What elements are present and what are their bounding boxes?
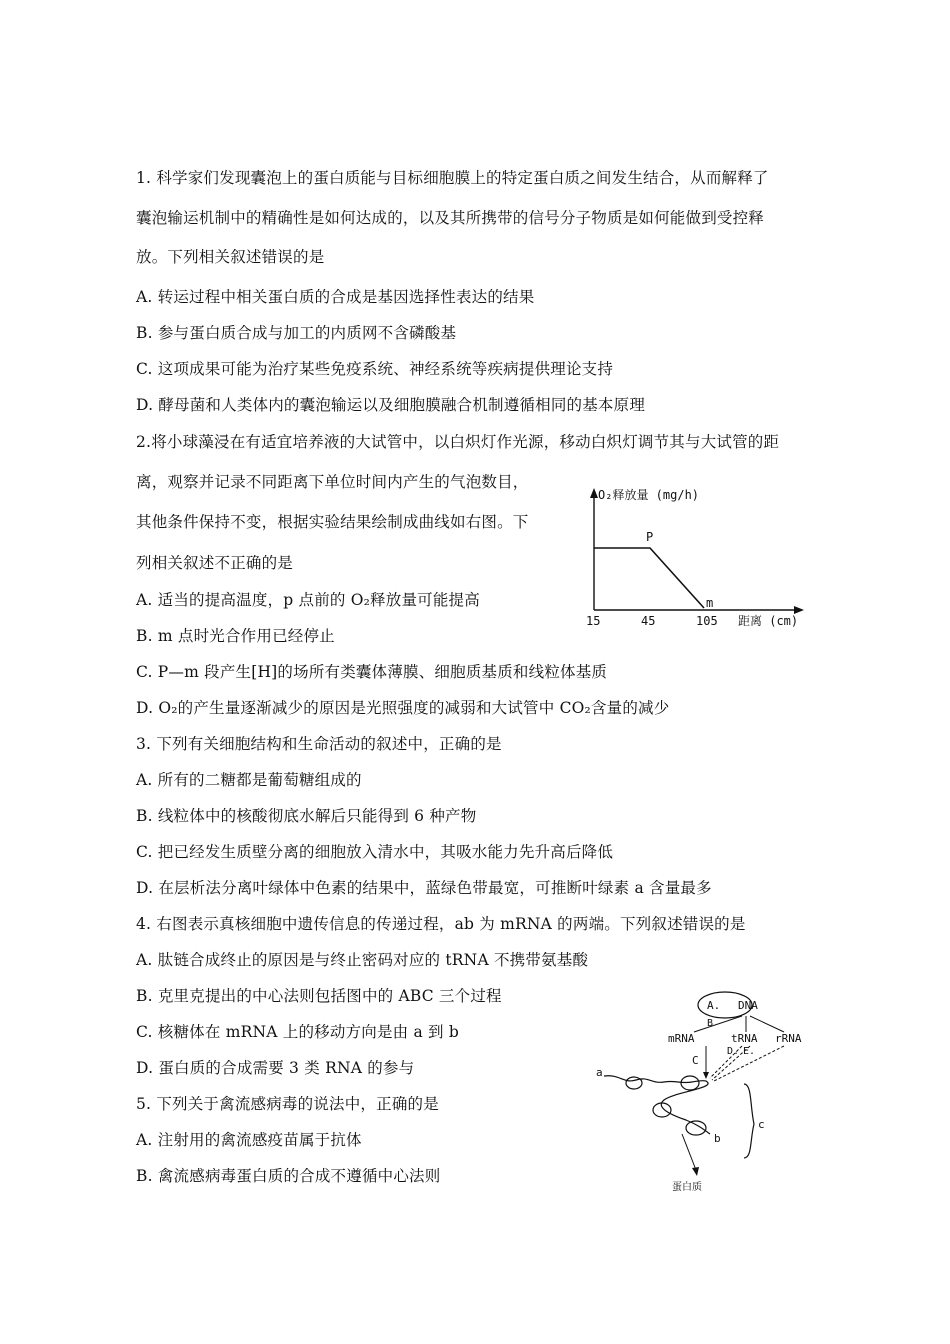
ribosome-3: [653, 1103, 671, 1117]
label-mrna: mRNA: [668, 1032, 695, 1045]
ribosome-1: [626, 1077, 642, 1089]
label-dna: DNA: [738, 999, 758, 1012]
q4-option-b: B. 克里克提出的中心法则包括图中的 ABC 三个过程: [136, 987, 502, 1005]
label-c: C: [692, 1054, 699, 1067]
q2-option-c: C. P—m 段产生[H]的场所有类囊体薄膜、细胞质基质和线粒体基质: [136, 663, 608, 681]
q5-option-a: A. 注射用的禽流感疫苗属于抗体: [136, 1131, 362, 1149]
q3-option-b: B. 线粒体中的核酸彻底水解后只能得到 6 种产物: [136, 807, 477, 825]
q3-stem: 3. 下列有关细胞结构和生命活动的叙述中，正确的是: [136, 735, 502, 753]
arrow-head-c: [703, 1072, 709, 1079]
x-tick-45: 45: [641, 614, 656, 628]
q2-option-a: A. 适当的提高温度，p 点前的 O₂释放量可能提高: [136, 591, 480, 609]
label-protein: 蛋白质: [672, 1182, 702, 1193]
q1-option-c: C. 这项成果可能为治疗某些免疫系统、神经系统等疾病提供理论支持: [136, 360, 614, 378]
x-axis-label: 距离 (cm): [738, 614, 799, 628]
arrow-to-protein: [682, 1134, 696, 1170]
x-tick-15: 15: [586, 614, 601, 628]
q2-stem-line-4: 列相关叙述不正确的是: [136, 554, 294, 572]
ribosome-4: [686, 1121, 706, 1135]
q4-option-c: C. 核糖体在 mRNA 上的移动方向是由 a 到 b: [136, 1023, 459, 1041]
x-tick-105: 105: [696, 614, 718, 628]
label-b: B: [707, 1018, 714, 1029]
q4-stem: 4. 右图表示真核细胞中遗传信息的传递过程，ab 为 mRNA 的两端。下列叙述错误的是: [136, 915, 746, 933]
q1-stem-line-3: 放。下列相关叙述错误的是: [136, 248, 325, 266]
x-axis-arrow: [794, 606, 804, 614]
mrna-strand: [604, 1076, 710, 1134]
bracket-c: [744, 1084, 754, 1158]
arrow-to-mrna: [694, 1016, 742, 1032]
oxygen-release-graph: [578, 486, 818, 636]
q2-option-d: D. O₂的产生量逐渐减少的原因是光照强度的减弱和大试管中 CO₂含量的减少: [136, 699, 670, 717]
gene-expression-diagram: [590, 988, 820, 1198]
label-rrna: rRNA: [775, 1032, 802, 1045]
q2-stem-line-3: 其他条件保持不变，根据实验结果绘制成曲线如右图。下: [136, 513, 529, 531]
q1-option-a: A. 转运过程中相关蛋白质的合成是基因选择性表达的结果: [136, 288, 535, 306]
q1-option-b: B. 参与蛋白质合成与加工的内质网不含磷酸基: [136, 324, 457, 342]
q4-option-a: A. 肽链合成终止的原因是与终止密码对应的 tRNA 不携带氨基酸: [136, 951, 589, 969]
q5-stem: 5. 下列关于禽流感病毒的说法中，正确的是: [136, 1095, 439, 1113]
arrow-to-rrna: [750, 1016, 784, 1032]
label-e: E.: [743, 1046, 756, 1057]
q5-option-b: B. 禽流感病毒蛋白质的合成不遵循中心法则: [136, 1167, 441, 1185]
curve: [594, 548, 704, 608]
label-a-end: a: [596, 1066, 603, 1079]
q1-option-d: D. 酵母菌和人类体内的囊泡输运以及细胞膜融合机制遵循相同的基本原理: [136, 396, 646, 414]
label-c-bracket: c: [758, 1118, 765, 1131]
label-b-end: b: [714, 1132, 721, 1145]
q3-option-c: C. 把已经发生质壁分离的细胞放入清水中，其吸水能力先升高后降低: [136, 843, 614, 861]
label-trna: tRNA: [731, 1032, 758, 1045]
q3-option-a: A. 所有的二糖都是葡萄糖组成的: [136, 771, 362, 789]
q4-option-d: D. 蛋白质的合成需要 3 类 RNA 的参与: [136, 1059, 415, 1077]
q2-stem-line-1: 2.将小球藻浸在有适宜培养液的大试管中，以白炽灯作光源，移动白炽灯调节其与大试管的距: [136, 433, 780, 451]
label-d: D.: [727, 1046, 740, 1057]
y-axis-arrow: [590, 488, 598, 498]
q1-stem-line-1: 1. 科学家们发现囊泡上的蛋白质能与目标细胞膜上的特定蛋白质之间发生结合，从而解释了: [136, 169, 769, 187]
q3-option-d: D. 在层析法分离叶绿体中色素的结果中，蓝绿色带最宽，可推断叶绿素 a 含量最多: [136, 879, 712, 897]
y-axis-label: O₂释放量 (mg/h): [598, 488, 700, 502]
arrow-head-protein: [692, 1167, 699, 1176]
q2-stem-line-2: 离，观察并记录不同距离下单位时间内产生的气泡数目，: [136, 473, 529, 491]
q1-stem-line-2: 囊泡输运机制中的精确性是如何达成的，以及其所携带的信号分子物质是如何能做到受控释: [136, 209, 765, 227]
point-p-label: P: [646, 530, 654, 544]
point-m-label: m: [706, 596, 714, 610]
label-a-replication: A.: [707, 999, 721, 1012]
q2-option-b: B. m 点时光合作用已经停止: [136, 627, 335, 645]
